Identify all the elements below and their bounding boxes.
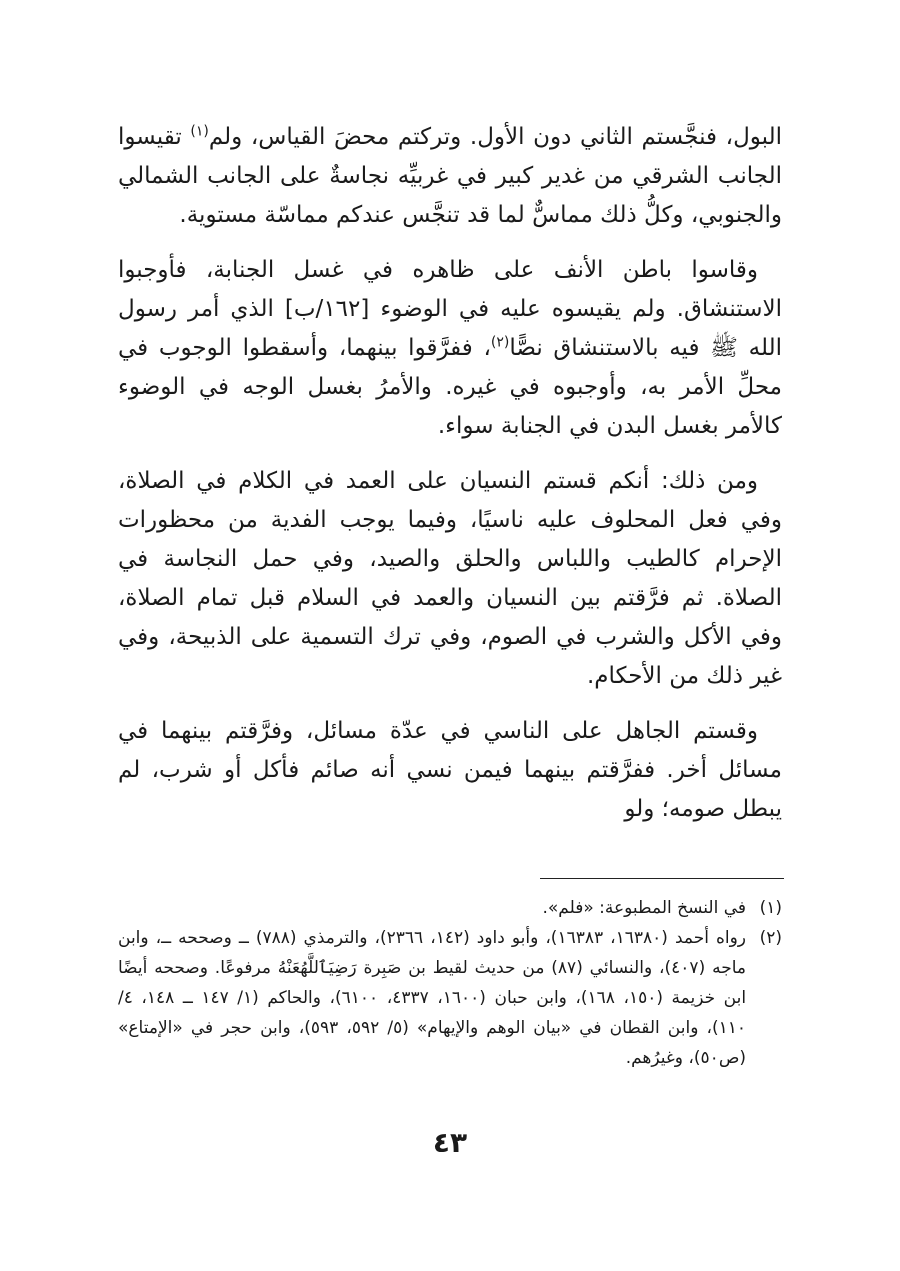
- footnote-ref-1: (١): [190, 123, 209, 140]
- footnotes: [118, 893, 782, 1073]
- footnote-ref-2: (٢): [490, 334, 510, 351]
- footnote-1-number: (١): [759, 898, 782, 918]
- footnote-2-number: (٢): [759, 928, 782, 948]
- paragraph-2-text-b: ، ففرَّقوا بينهما، وأسقطوا الوجوب في محلِّ الأمر به، وأوجبوه في غيره. والأمرُ بغسل الوجه في الوضوء كالأمر بغسل البدن في الجنابة سواء.: [118, 335, 782, 439]
- paragraph-1-text-b: تقيسوا الجانب الشرقي من غدير كبير في غربيِّه نجاسةٌ على الجانب الشمالي والجنوبي، وكلُّ ذلك مماسٌّ لما قد تنجَّس عندكم مماسّة مستوية.: [118, 124, 782, 228]
- footnote-1-text: في النسخ المطبوعة: «فلم».: [542, 898, 746, 918]
- paragraph-2-text-a: وقاسوا باطن الأنف على ظاهره في غسل الجنابة، فأوجبوا الاستنشاق. ولم يقيسوه عليه في الوضوء [١٦٢/ب] الذي أمر رسول الله ﷺ فيه بالاستنشاق نصًّا: [118, 257, 783, 361]
- footnote-2: [118, 923, 782, 1073]
- main-text: [118, 118, 782, 845]
- paragraph-3: ومن ذلك: أنكم قستم النسيان على العمد في الكلام في الصلاة، وفي فعل المحلوف عليه ناسيًا، وفيما يوجب الفدية من محظورات الإحرام كالطيب واللباس والحلق والصيد، وفي حمل النجاسة في الصلاة. ثم فرَّقتم بين النسيان والعمد في السلام قبل تمام الصلاة، وفي الأكل والشرب في الصوم، وفي ترك التسمية على الذبيحة، وفي غير ذلك من الأحكام.: [118, 468, 782, 689]
- paragraph-1: [118, 118, 782, 235]
- paragraph-1-text-a: البول، فنجَّستم الثاني دون الأول. وتركتم محضَ القياس، ولم: [208, 124, 783, 150]
- footnote-separator: [540, 878, 784, 879]
- footnote-1: [118, 893, 782, 923]
- paragraph-4: وقستم الجاهل على الناسي في عدّة مسائل، وفرَّقتم بينهما في مسائل أخر. ففرَّقتم بينهما فيمن نسي أنه صائم فأكل أو شرب، لم يبطل صومه؛ ولو: [118, 718, 782, 822]
- footnote-2-text: رواه أحمد (١٦٣٨٠، ١٦٣٨٣)، وأبو داود (١٤٢، ٢٣٦٦)، والترمذي (٧٨٨) ــ وصححه ــ، وابن ماجه (٤٠٧)، والنسائي (٨٧) من حديث لقيط بن صَبِرة رَضِيَٱللَّهُعَنْهُ مرفوعًا. وصححه أيضًا ابن خزيمة (١٥٠، ١٦٨)، وابن حبان (١٦٠٠، ٤٣٣٧، ٦١٠٠)، والحاكم (١/ ١٤٧ ــ ١٤٨، ٤/ ١١٠)، وابن القطان في «بيان الوهم والإيهام» (٥/ ٥٩٢، ٥٩٣)، وابن حجر في «الإمتاع» (ص٥٠)، وغيرُهم.: [118, 928, 747, 1068]
- page-number: ٤٣: [432, 1126, 468, 1159]
- paragraph-2: [118, 251, 782, 446]
